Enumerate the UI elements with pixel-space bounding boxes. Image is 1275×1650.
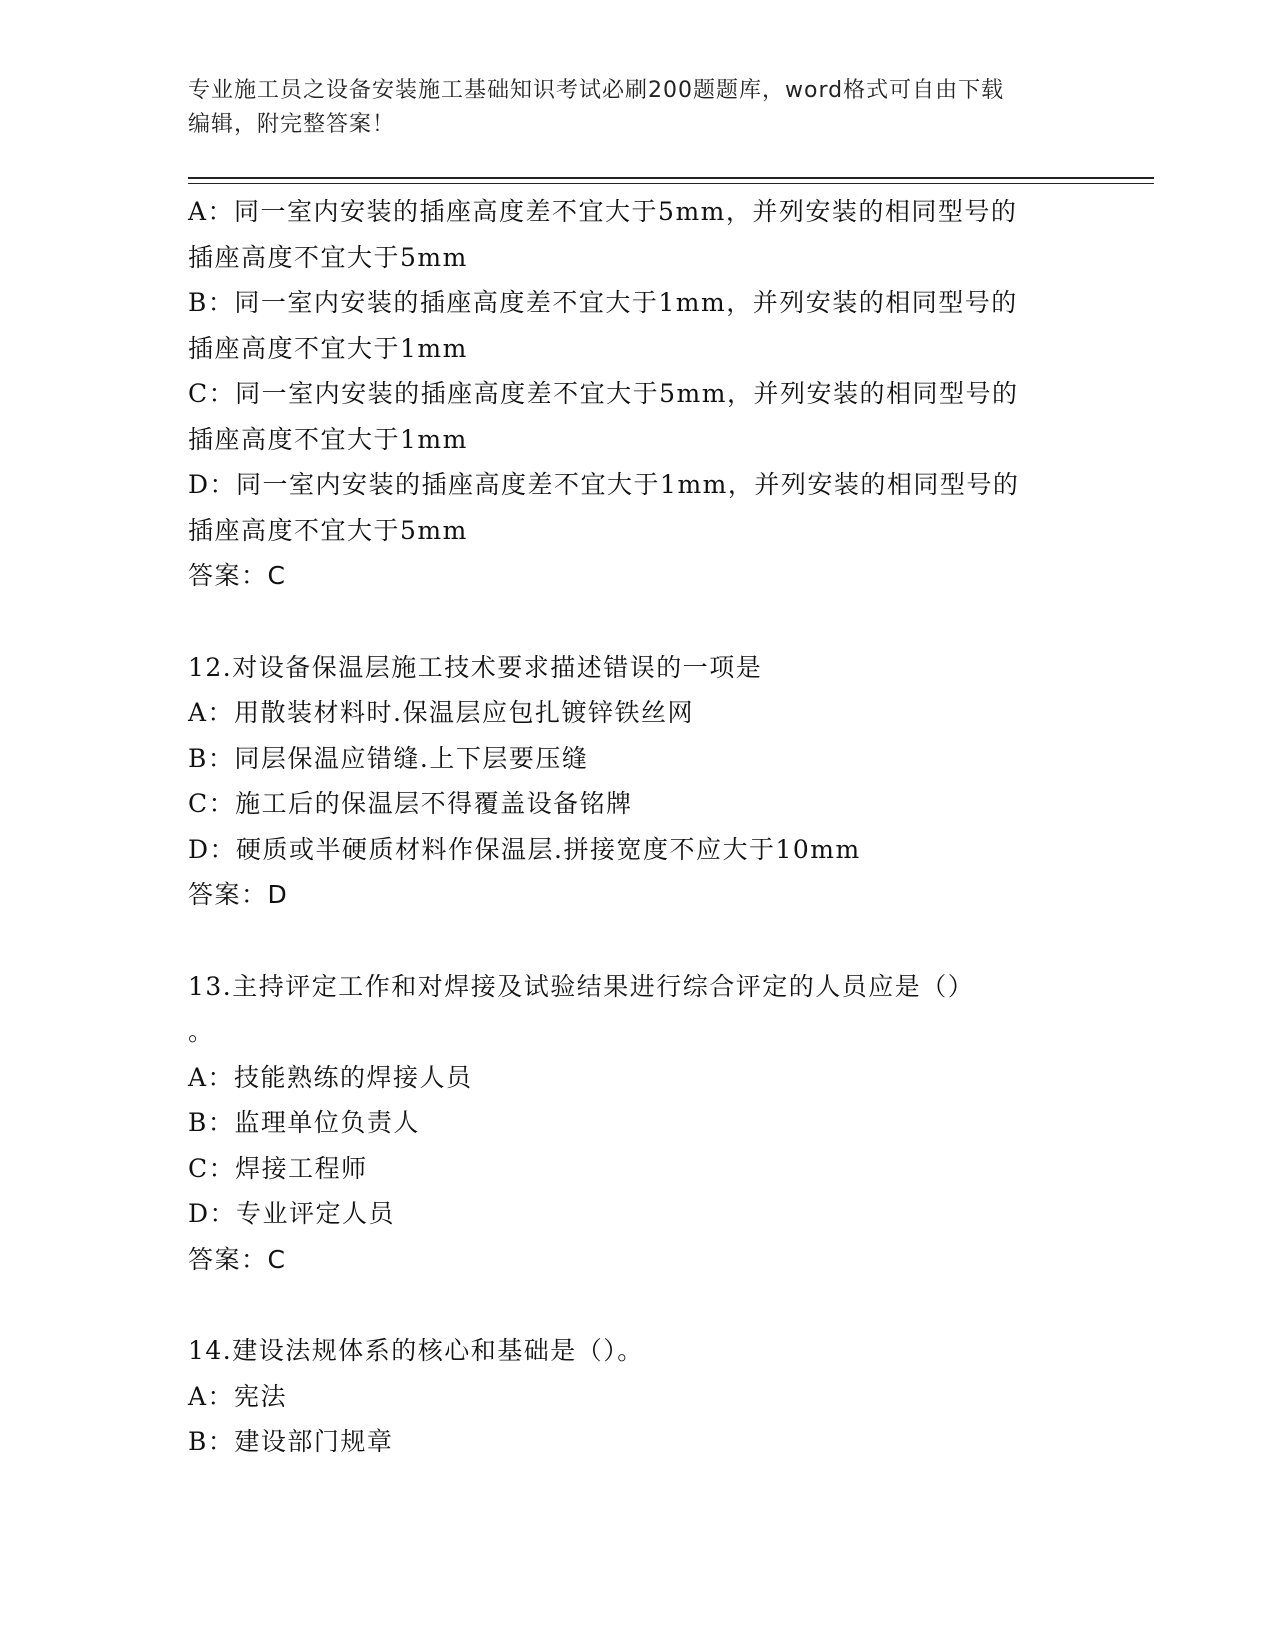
q11-option-b-line-2: 插座高度不宜大于1mm <box>188 333 468 363</box>
q14-option-b: B：建设部门规章 <box>188 1427 394 1456</box>
q12-answer: 答案：D <box>188 880 289 909</box>
question-11-block <box>188 189 1068 599</box>
q11-option-c-line-2: 插座高度不宜大于1mm <box>188 424 468 454</box>
q12-option-a: A：用散装材料时.保温层应包扎镀锌铁丝网 <box>188 698 695 727</box>
q12-question: 12.对设备保温层施工技术要求描述错误的一项是 <box>188 652 763 682</box>
header-divider-thick <box>188 177 1154 179</box>
q13-question-line-1: 13.主持评定工作和对焊接及试验结果进行综合评定的人员应是（） <box>188 971 975 1001</box>
q11-option-d-line-2: 插座高度不宜大于5mm <box>188 515 468 545</box>
spacer <box>188 599 1068 645</box>
q11-answer: 答案：C <box>188 561 287 590</box>
q11-option-a-line-2: 插座高度不宜大于5mm <box>188 242 468 272</box>
q12-option-b: B：同层保温应错缝.上下层要压缝 <box>188 743 589 773</box>
header-divider-thin <box>188 183 1154 184</box>
q13-question-line-2: 。 <box>188 1017 215 1046</box>
q12-option-d: D：硬质或半硬质材料作保温层.拼接宽度不应大于10mm <box>188 834 861 864</box>
document-body <box>188 189 1068 1465</box>
q11-option-c-line-1: C：同一室内安装的插座高度差不宜大于5mm，并列安装的相同型号的 <box>188 379 1019 408</box>
question-14-block <box>188 1328 1068 1465</box>
question-12-block <box>188 645 1068 918</box>
q11-option-b-line-1: B：同一室内安装的插座高度差不宜大于1mm，并列安装的相同型号的 <box>188 288 1018 317</box>
header-title-line-2: 编辑，附完整答案！ <box>188 112 396 137</box>
q13-option-c: C：焊接工程师 <box>188 1153 368 1183</box>
q13-answer: 答案：C <box>188 1244 287 1274</box>
q13-option-d: D：专业评定人员 <box>188 1199 396 1228</box>
spacer <box>188 1282 1068 1328</box>
q13-option-b: B：监理单位负责人 <box>188 1108 420 1137</box>
q14-question: 14.建设法规体系的核心和基础是（）。 <box>188 1336 644 1365</box>
q14-option-a: A：宪法 <box>188 1381 288 1411</box>
q13-option-a: A：技能熟练的焊接人员 <box>188 1062 473 1092</box>
question-13-block <box>188 964 1068 1283</box>
document-header <box>188 74 1068 142</box>
header-title-line-1: 专业施工员之设备安装施工基础知识考试必刷200题题库，word格式可自由下载 <box>188 78 1005 103</box>
q11-option-a-line-1: A：同一室内安装的插座高度差不宜大于5mm，并列安装的相同型号的 <box>188 197 1018 226</box>
q12-option-c: C：施工后的保温层不得覆盖设备铭牌 <box>188 789 633 818</box>
q11-option-d-line-1: D：同一室内安装的插座高度差不宜大于1mm，并列安装的相同型号的 <box>188 470 1020 499</box>
spacer <box>188 918 1068 964</box>
